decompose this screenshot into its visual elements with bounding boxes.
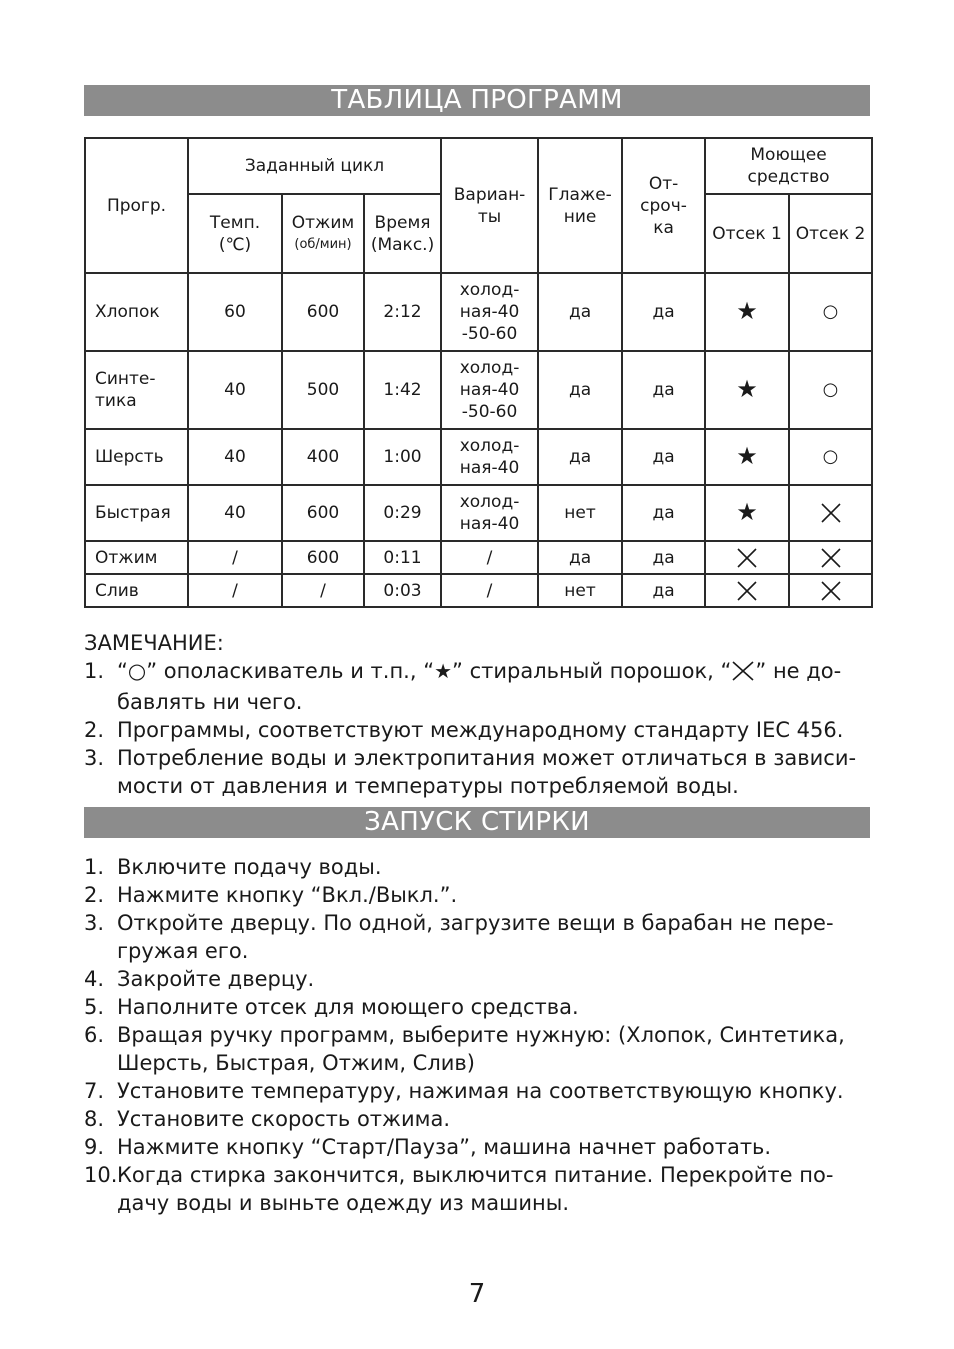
cell-delay: да (622, 541, 705, 574)
notes-section (84, 629, 874, 800)
cell-time: 0:29 (364, 485, 441, 541)
cell-variants (441, 485, 538, 541)
cell-program (85, 351, 188, 429)
step-text: Вращая ручку программ, выберите нужную: (Хлопок, Синтетика, (117, 1023, 845, 1047)
section-title-program-table: ТАБЛИЦА ПРОГРАММ (84, 85, 870, 116)
header-spin (282, 194, 364, 273)
cell-line: Хлопок (95, 302, 160, 322)
step-item (84, 853, 874, 881)
header-temperature (188, 194, 282, 273)
step-text: Установите скорость отжима. (117, 1107, 450, 1131)
note-text: Программы, соответствуют международному стандарту IEC 456. (117, 718, 844, 742)
cell-line: ная-40 (459, 302, 520, 322)
step-number: 8. (84, 1107, 105, 1131)
step-number: 1. (84, 855, 105, 879)
note-text: Потребление воды и электропитания может отличаться в зависи- (117, 746, 857, 770)
notes-title: ЗАМЕЧАНИЕ: (84, 631, 224, 655)
step-item (84, 965, 874, 993)
cell-temperature: 60 (188, 273, 282, 351)
table-row (85, 574, 872, 607)
cell-temperature: 40 (188, 351, 282, 429)
cell-line: ная-40 (459, 514, 520, 534)
step-text: Наполните отсек для моющего средства. (117, 995, 579, 1019)
header-ironing-line1: Глаже- (548, 184, 612, 205)
step-text: гружая его. (117, 939, 249, 963)
cell-line: холод- (459, 492, 520, 512)
step-number: 6. (84, 1023, 105, 1047)
header-spin-unit: (об/мин) (294, 236, 352, 252)
header-delay-line2: сроч- (640, 195, 687, 216)
step-number: 9. (84, 1135, 105, 1159)
cell-variants (441, 541, 538, 574)
step-text: Закройте дверцу. (117, 967, 315, 991)
table-row (85, 485, 872, 541)
note-item (84, 744, 874, 800)
cross-icon (790, 548, 871, 568)
cell-compartment-2 (789, 429, 872, 485)
cell-spin: 600 (282, 273, 364, 351)
star-icon: ★ (434, 659, 453, 683)
cell-program (85, 574, 188, 607)
cell-temperature: / (188, 541, 282, 574)
table-row (85, 429, 872, 485)
cross-icon (790, 581, 871, 601)
circle-icon: ○ (822, 301, 839, 322)
step-item (84, 909, 874, 965)
cell-line: / (486, 580, 493, 601)
cell-time: 0:03 (364, 574, 441, 607)
step-number: 4. (84, 967, 105, 991)
cell-ironing: да (538, 541, 622, 574)
circle-icon: ○ (822, 446, 839, 467)
cell-line: Быстрая (95, 503, 171, 523)
cell-compartment-1 (705, 541, 789, 574)
cell-spin: 500 (282, 351, 364, 429)
table-row (85, 273, 872, 351)
step-number: 7. (84, 1079, 105, 1103)
header-ironing-line2: ние (563, 206, 597, 227)
header-time-note: (Макс.) (370, 234, 435, 255)
cell-delay: да (622, 351, 705, 429)
note-number: 2. (84, 718, 105, 742)
cell-program (85, 429, 188, 485)
header-variants-line2: ты (477, 206, 502, 227)
cross-icon (790, 503, 871, 523)
cell-line: / (486, 547, 493, 568)
star-icon: ★ (736, 374, 758, 403)
steps-section (84, 853, 874, 1217)
cell-program (85, 273, 188, 351)
step-text: Откройте дверцу. По одной, загрузите вещи в барабан не пере- (117, 911, 834, 935)
header-variants (441, 138, 538, 273)
step-item (84, 1161, 874, 1217)
cell-delay: да (622, 429, 705, 485)
step-number: 2. (84, 883, 105, 907)
cell-spin: 600 (282, 541, 364, 574)
cell-spin: 600 (282, 485, 364, 541)
header-detergent-line1: Моющее (750, 145, 827, 165)
cell-compartment-1 (705, 485, 789, 541)
cell-delay: да (622, 273, 705, 351)
header-detergent (705, 138, 872, 194)
star-icon: ★ (736, 497, 758, 526)
header-temperature-unit: (℃) (218, 234, 252, 255)
header-spin-label: Отжим (291, 212, 355, 233)
step-item (84, 881, 874, 909)
cell-line: холод- (459, 280, 520, 300)
cell-temperature: 40 (188, 485, 282, 541)
cell-time: 1:00 (364, 429, 441, 485)
note-item (84, 716, 874, 744)
cell-line: -50-60 (461, 324, 518, 344)
header-program: Прогр. (85, 138, 188, 273)
cell-variants (441, 574, 538, 607)
cell-spin: / (282, 574, 364, 607)
cell-temperature: 40 (188, 429, 282, 485)
cell-line: -50-60 (461, 402, 518, 422)
cell-compartment-1 (705, 574, 789, 607)
program-table (84, 137, 873, 608)
note-text: “○” ополаскиватель и т.п., “ (117, 659, 435, 683)
cell-compartment-2 (789, 485, 872, 541)
cell-compartment-2 (789, 574, 872, 607)
cell-variants (441, 351, 538, 429)
step-text: Установите температуру, нажимая на соответствующую кнопку. (117, 1079, 844, 1103)
cell-program (85, 485, 188, 541)
cell-compartment-2 (789, 273, 872, 351)
cell-line: Отжим (95, 547, 158, 568)
cell-ironing: да (538, 273, 622, 351)
step-item (84, 1133, 874, 1161)
cell-ironing: нет (538, 485, 622, 541)
cell-line: холод- (459, 358, 520, 378)
step-text: Нажмите кнопку “Старт/Пауза”, машина начнет работать. (117, 1135, 772, 1159)
step-text: Когда стирка закончится, выключится питание. Перекройте по- (117, 1163, 834, 1187)
step-item (84, 1021, 874, 1077)
note-text: ” стиральный порошок, “ (452, 659, 732, 683)
header-temperature-label: Темп. (209, 212, 261, 233)
note-text-continued: бавлять ни чего. (117, 690, 303, 714)
header-set-cycle: Заданный цикл (188, 138, 441, 194)
cell-spin: 400 (282, 429, 364, 485)
cell-compartment-2 (789, 541, 872, 574)
step-text: Включите подачу воды. (117, 855, 382, 879)
cell-ironing: нет (538, 574, 622, 607)
section-title-start-wash: ЗАПУСК СТИРКИ (84, 807, 870, 838)
circle-icon: ○ (822, 379, 839, 400)
cell-delay: да (622, 574, 705, 607)
cell-line: Слив (95, 580, 139, 601)
cell-ironing: да (538, 429, 622, 485)
cell-line: Шерсть (95, 447, 164, 467)
cell-time: 1:42 (364, 351, 441, 429)
header-time-label: Время (374, 212, 431, 233)
header-delay (622, 138, 705, 273)
header-detergent-line2: средство (747, 167, 830, 187)
cell-ironing: да (538, 351, 622, 429)
header-delay-line3: ка (653, 217, 674, 238)
cell-line: холод- (459, 436, 520, 456)
step-item (84, 1077, 874, 1105)
cell-line: ная-40 (459, 380, 520, 400)
cell-temperature: / (188, 574, 282, 607)
cross-icon (706, 548, 788, 568)
cell-compartment-1 (705, 429, 789, 485)
header-compartment-1: Отсек 1 (705, 194, 789, 273)
step-text: Шерсть, Быстрая, Отжим, Слив) (117, 1051, 475, 1075)
cell-line: Синте- (95, 369, 156, 389)
cell-compartment-1 (705, 273, 789, 351)
cell-line: ная-40 (459, 458, 520, 478)
cross-icon (731, 660, 755, 688)
cell-line: тика (95, 391, 137, 411)
header-time (364, 194, 441, 273)
star-icon: ★ (736, 296, 758, 325)
header-ironing (538, 138, 622, 273)
note-number: 1. (84, 659, 105, 683)
cell-delay: да (622, 485, 705, 541)
header-delay-line1: От- (648, 173, 679, 194)
steps-list (84, 853, 874, 1217)
header-variants-line1: Вариан- (453, 184, 526, 205)
cross-icon (706, 581, 788, 601)
header-compartment-2: Отсек 2 (789, 194, 872, 273)
step-number: 5. (84, 995, 105, 1019)
step-text: Нажмите кнопку “Вкл./Выкл.”. (117, 883, 458, 907)
table-body (85, 273, 872, 607)
cell-program (85, 541, 188, 574)
cell-variants (441, 273, 538, 351)
step-number: 10. (84, 1163, 118, 1187)
step-text: дачу воды и выньте одежду из машины. (117, 1191, 569, 1215)
note-item (84, 657, 874, 716)
cell-time: 0:11 (364, 541, 441, 574)
step-item (84, 1105, 874, 1133)
cell-variants (441, 429, 538, 485)
cell-compartment-1 (705, 351, 789, 429)
note-text-continued: мости от давления и температуры потребляемой воды. (117, 774, 739, 798)
note-text: ” не до- (755, 659, 842, 683)
star-icon: ★ (736, 441, 758, 470)
note-number: 3. (84, 746, 105, 770)
cell-time: 2:12 (364, 273, 441, 351)
cell-compartment-2 (789, 351, 872, 429)
step-item (84, 993, 874, 1021)
page-number: 7 (468, 1279, 486, 1309)
table-row (85, 351, 872, 429)
table-row (85, 541, 872, 574)
step-number: 3. (84, 911, 105, 935)
